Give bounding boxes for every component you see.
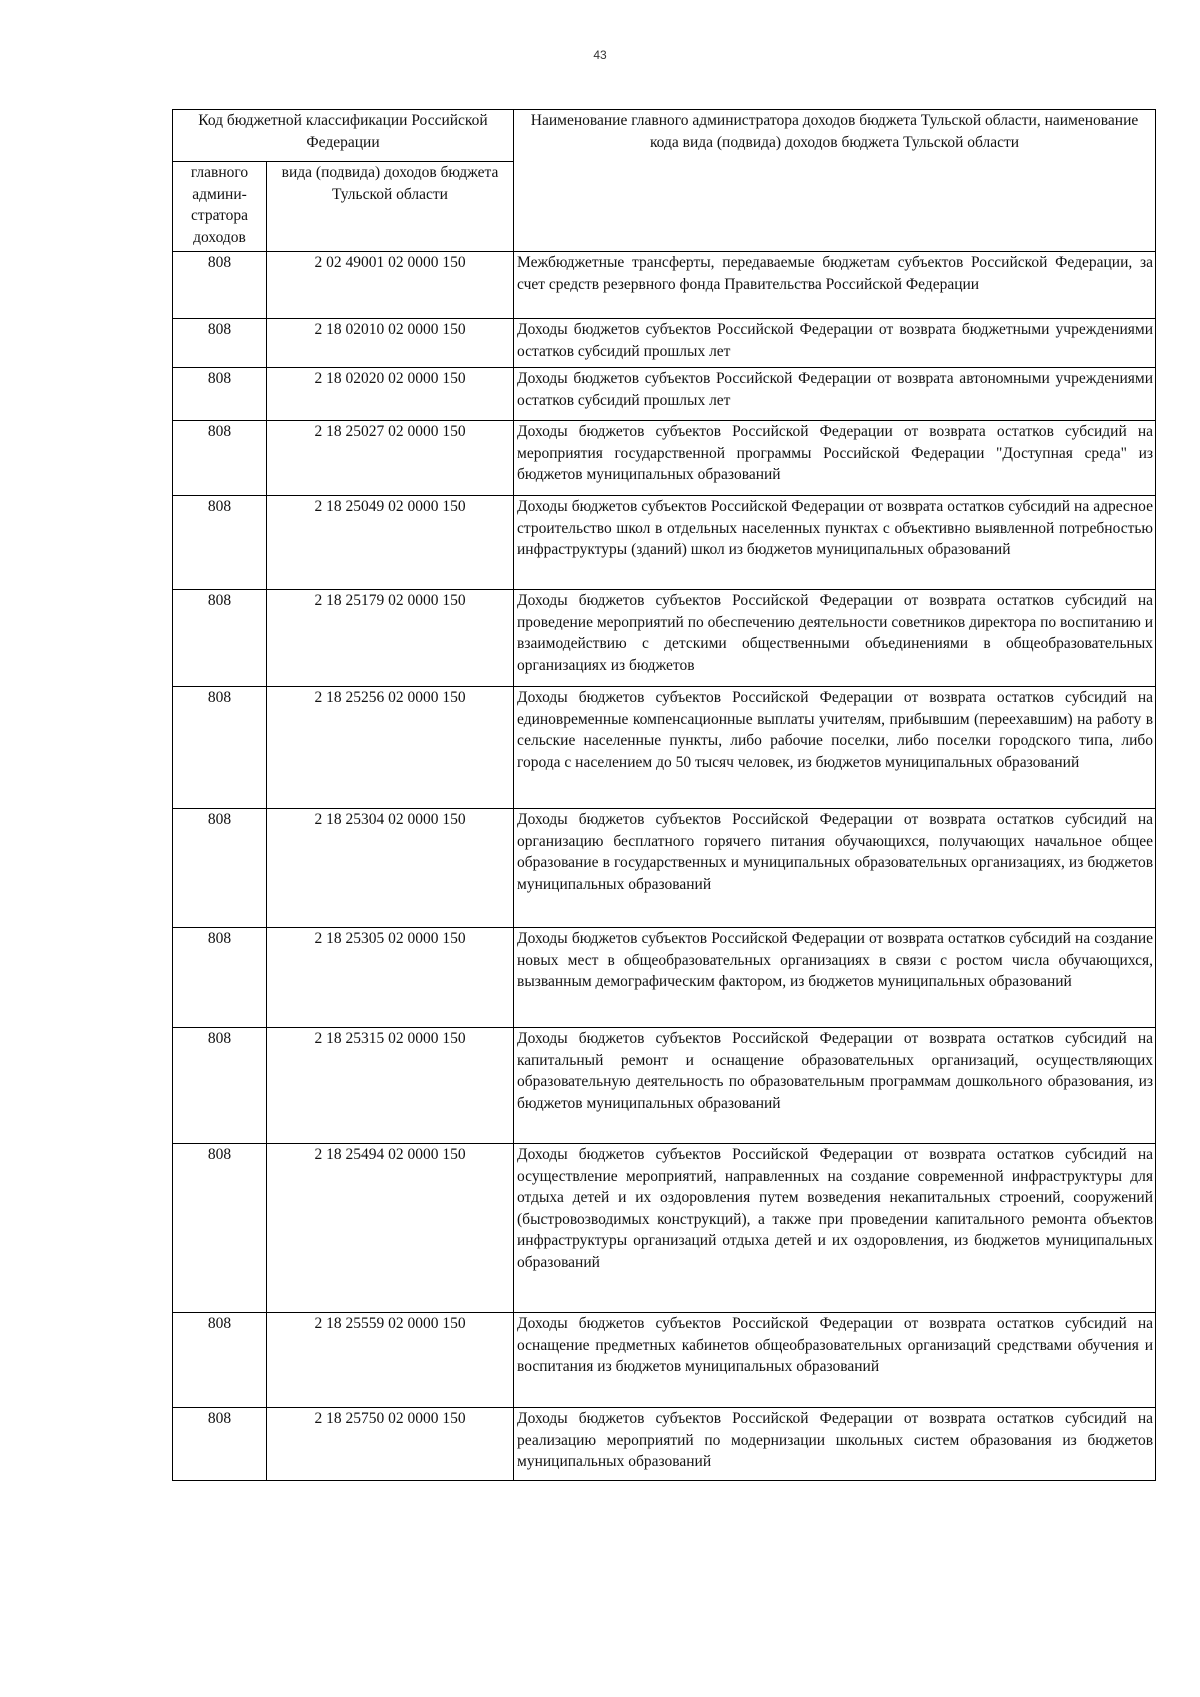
income-code: 2 18 25494 02 0000 150	[267, 1144, 514, 1313]
income-code: 2 18 02020 02 0000 150	[267, 368, 514, 421]
income-name: Доходы бюджетов субъектов Российской Федерации от возврата остатков субсидий на создание новых мест в общеобразовательных организациях в связи с ростом числа обучающихся, вызванным демографическим фактором, из бюджетов муниципальных образований	[514, 928, 1156, 1028]
admin-code: 808	[173, 1144, 267, 1313]
admin-code: 808	[173, 809, 267, 928]
income-code: 2 18 02010 02 0000 150	[267, 319, 514, 368]
income-name: Доходы бюджетов субъектов Российской Федерации от возврата остатков субсидий на проведение мероприятий по обеспечению деятельности советников директора по воспитанию и взаимодействию с детскими общественными объединениями в общеобразовательных организациях из бюджетов	[514, 590, 1156, 687]
admin-code: 808	[173, 928, 267, 1028]
income-name: Доходы бюджетов субъектов Российской Федерации от возврата остатков субсидий на капитальный ремонт и оснащение образовательных организаций, осуществляющих образовательную деятельность по образовательным программам дошкольного образования, из бюджетов муниципальных образований	[514, 1028, 1156, 1144]
income-name: Доходы бюджетов субъектов Российской Федерации от возврата остатков субсидий на адресное строительство школ в отдельных населенных пунктах с объективно выявленной потребностью инфраструктуры (зданий) школ из бюджетов муниципальных образований	[514, 496, 1156, 590]
table-row	[173, 252, 1156, 319]
income-name: Доходы бюджетов субъектов Российской Федерации от возврата остатков субсидий на мероприятия государственной программы Российской Федерации "Доступная среда" из бюджетов муниципальных образований	[514, 421, 1156, 496]
income-code: 2 18 25559 02 0000 150	[267, 1313, 514, 1408]
admin-code: 808	[173, 1408, 267, 1481]
table-row	[173, 590, 1156, 687]
income-code: 2 18 25304 02 0000 150	[267, 809, 514, 928]
income-code: 2 18 25315 02 0000 150	[267, 1028, 514, 1144]
header-type-column: вида (подвида) доходов бюджета Тульской области	[267, 162, 514, 252]
table-row	[173, 928, 1156, 1028]
income-code: 2 18 25027 02 0000 150	[267, 421, 514, 496]
admin-code: 808	[173, 421, 267, 496]
admin-code: 808	[173, 252, 267, 319]
header-name-column: Наименование главного администратора доходов бюджета Тульской области, наименование кода вида (подвида) доходов бюджета Тульской области	[514, 110, 1156, 252]
income-code: 2 18 25179 02 0000 150	[267, 590, 514, 687]
admin-code: 808	[173, 590, 267, 687]
header-code-group: Код бюджетной классификации Российской Федерации	[173, 110, 514, 162]
table-row	[173, 1028, 1156, 1144]
table-row	[173, 1408, 1156, 1481]
table-row	[173, 809, 1156, 928]
income-name: Доходы бюджетов субъектов Российской Федерации от возврата остатков субсидий на осуществление мероприятий, направленных на создание современной инфраструктуры для отдыха детей и их оздоровления путем возведения некапитальных строений, сооружений (быстровозводимых конструкций), а также при проведении капитального ремонта объектов инфраструктуры организаций отдыха детей и их оздоровления, из бюджетов муниципальных образований	[514, 1144, 1156, 1313]
table-row	[173, 1144, 1156, 1313]
income-code: 2 02 49001 02 0000 150	[267, 252, 514, 319]
admin-code: 808	[173, 1313, 267, 1408]
income-name: Межбюджетные трансферты, передаваемые бюджетам субъектов Российской Федерации, за счет средств резервного фонда Правительства Российской Федерации	[514, 252, 1156, 319]
income-name: Доходы бюджетов субъектов Российской Федерации от возврата остатков субсидий на организацию бесплатного горячего питания обучающихся, получающих начальное общее образование в государственных и муниципальных образовательных организациях, из бюджетов муниципальных образований	[514, 809, 1156, 928]
table-row	[173, 319, 1156, 368]
admin-code: 808	[173, 368, 267, 421]
budget-classification-table	[172, 109, 1156, 1481]
income-code: 2 18 25256 02 0000 150	[267, 687, 514, 809]
table-row	[173, 496, 1156, 590]
income-code: 2 18 25305 02 0000 150	[267, 928, 514, 1028]
income-name: Доходы бюджетов субъектов Российской Федерации от возврата бюджетными учреждениями остатков субсидий прошлых лет	[514, 319, 1156, 368]
page-number: 43	[593, 48, 607, 62]
admin-code: 808	[173, 496, 267, 590]
table-row	[173, 368, 1156, 421]
table-row	[173, 421, 1156, 496]
admin-code: 808	[173, 1028, 267, 1144]
admin-code: 808	[173, 319, 267, 368]
income-name: Доходы бюджетов субъектов Российской Федерации от возврата остатков субсидий на единовременные компенсационные выплаты учителям, прибывшим (переехавшим) на работу в сельские населенные пункты, либо рабочие поселки, либо поселки городского типа, либо города с населением до 50 тысяч человек, из бюджетов муниципальных образований	[514, 687, 1156, 809]
income-name: Доходы бюджетов субъектов Российской Федерации от возврата автономными учреждениями остатков субсидий прошлых лет	[514, 368, 1156, 421]
income-name: Доходы бюджетов субъектов Российской Федерации от возврата остатков субсидий на оснащение предметных кабинетов общеобразовательных организаций средствами обучения и воспитания из бюджетов муниципальных образований	[514, 1313, 1156, 1408]
income-name: Доходы бюджетов субъектов Российской Федерации от возврата остатков субсидий на реализацию мероприятий по модернизации школьных систем образования из бюджетов муниципальных образований	[514, 1408, 1156, 1481]
income-code: 2 18 25049 02 0000 150	[267, 496, 514, 590]
header-admin-column: главного админи-стратора доходов	[173, 162, 267, 252]
table-row	[173, 1313, 1156, 1408]
header-row	[173, 110, 1156, 162]
income-code: 2 18 25750 02 0000 150	[267, 1408, 514, 1481]
admin-code: 808	[173, 687, 267, 809]
table-row	[173, 687, 1156, 809]
